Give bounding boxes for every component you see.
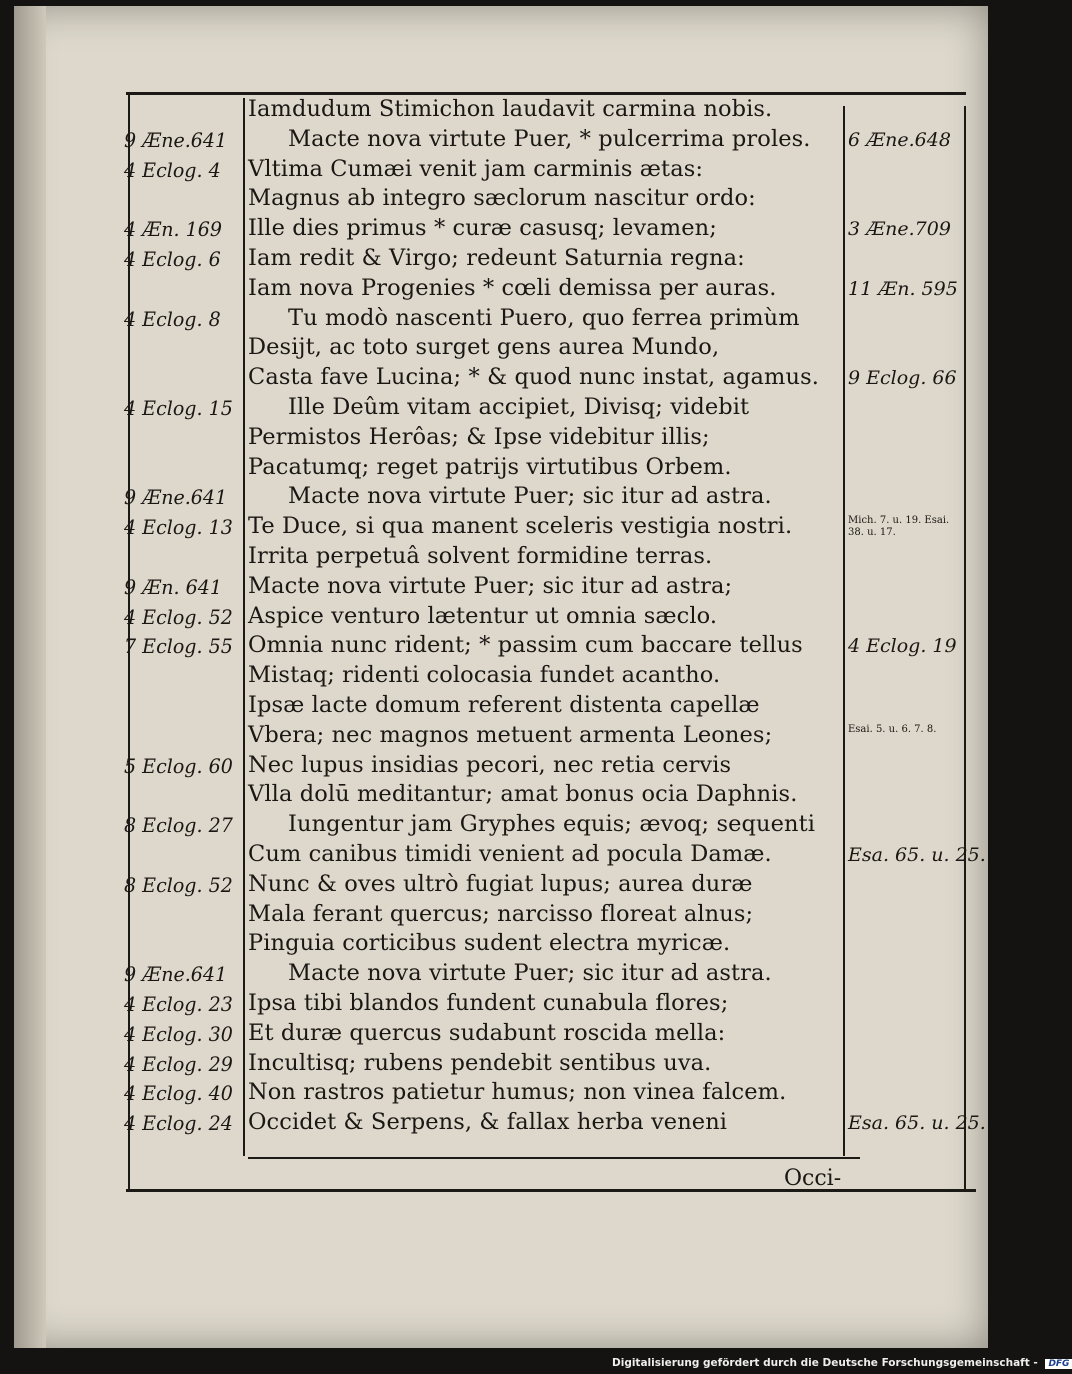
verse-line: Ipsæ lacte domum referent distenta capellæ <box>248 692 760 718</box>
verse-line: Vlla dolū meditantur; amat bonus ocia Daphnis. <box>248 781 798 808</box>
right-column-rule <box>843 106 845 1156</box>
verse-line: Macte nova virtute Puer; sic itur ad astra. <box>288 483 772 510</box>
left-citation: 9 Æne.641 <box>124 485 228 510</box>
left-citation: 4 Eclog. 6 <box>124 247 221 271</box>
left-citation: 4 Eclog. 30 <box>124 1021 233 1046</box>
verse-line: Cum canibus timidi venient ad pocula Damæ. <box>248 841 772 867</box>
verse-line: Iam nova Progenies * cœli demissa per auras. <box>248 274 777 301</box>
right-citation: Esai. 5. u. 6. 7. 8. <box>848 723 937 735</box>
verse-line: Ille dies primus * curæ casusq; levamen; <box>248 215 717 242</box>
left-citation: 4 Eclog. 4 <box>124 157 221 182</box>
right-citation: Esa. 65. u. 25. <box>848 1112 986 1135</box>
page-spine-shadow <box>14 6 46 1348</box>
bottom-rule <box>126 1189 976 1192</box>
verse-line: Irrita perpetuâ solvent formidine terras. <box>248 543 713 569</box>
verse-line: Incultisq; rubens pendebit sentibus uva. <box>248 1049 712 1076</box>
left-citation: 4 Eclog. 24 <box>124 1111 233 1136</box>
left-citation: 4 Eclog. 29 <box>124 1051 233 1076</box>
right-citation: Mich. 7. u. 19. Esai. 38. u. 17. <box>848 515 950 539</box>
verse-line: Desijt, ac toto surget gens aurea Mundo, <box>248 334 720 361</box>
right-citation: 11 Æn. 595 <box>848 277 958 300</box>
dfg-logo: DFG <box>1045 1359 1072 1369</box>
left-citation: 4 Eclog. 23 <box>124 992 233 1016</box>
verse-line: Macte nova virtute Puer, * pulcerrima proles. <box>288 125 811 152</box>
right-citation: 9 Eclog. 66 <box>848 367 957 390</box>
verse-line: Magnus ab integro sæclorum nascitur ordo: <box>248 185 756 212</box>
verse-line: Mala ferant quercus; narcisso floreat alnus; <box>248 900 754 927</box>
verse-line: Iamdudum Stimichon laudavit carmina nobis. <box>248 96 773 122</box>
catchword: Occi- <box>784 1166 842 1191</box>
footer-text: Digitalisierung gefördert durch die Deutsche Forschungsgemeinschaft - <box>612 1357 1038 1369</box>
top-rule <box>126 92 966 95</box>
verse-line: Iungentur jam Gryphes equis; ævoq; sequenti <box>288 811 816 838</box>
verse-line: Aspice venturo lætentur ut omnia sæclo. <box>248 602 718 629</box>
verse-line: Tu modò nascenti Puero, quo ferrea primùm <box>288 304 800 331</box>
verse-line: Nunc & oves ultrò fugiat lupus; aurea duræ <box>248 870 753 897</box>
right-citation: 3 Æne.709 <box>848 218 951 241</box>
verse-line: Omnia nunc rident; * passim cum baccare tellus <box>248 632 803 659</box>
left-citation: 4 Eclog. 15 <box>124 396 233 420</box>
verse-line: Pacatumq; reget patrijs virtutibus Orbem. <box>248 453 732 480</box>
verse-line: Et duræ quercus sudabunt roscida mella: <box>248 1019 726 1046</box>
book-page <box>14 6 988 1348</box>
verse-line: Casta fave Lucina; * & quod nunc instat, agamus. <box>248 364 819 391</box>
left-citation: 4 Eclog. 40 <box>124 1081 233 1106</box>
left-citation: 9 Æne.641 <box>124 127 228 152</box>
verse-line: Macte nova virtute Puer; sic itur ad astra; <box>248 572 733 599</box>
right-citation: 4 Eclog. 19 <box>848 635 957 658</box>
left-citation: 9 Æne.641 <box>124 962 228 987</box>
left-citation: 8 Eclog. 52 <box>124 872 233 897</box>
verse-line: Mistaq; ridenti colocasia fundet acantho. <box>248 662 721 689</box>
verse-line: Vbera; nec magnos metuent armenta Leones; <box>248 721 773 748</box>
verse-line: Macte nova virtute Puer; sic itur ad astra. <box>288 960 772 987</box>
left-citation: 8 Eclog. 27 <box>124 813 233 838</box>
verse-line: Pinguia corticibus sudent electra myricæ. <box>248 930 731 957</box>
left-citation: 4 Eclog. 13 <box>124 515 233 540</box>
left-citation: 9 Æn. 641 <box>124 574 222 599</box>
left-citation: 4 Æn. 169 <box>124 217 222 242</box>
right-citation: 6 Æne.648 <box>848 128 951 151</box>
text-bottom-rule <box>248 1157 860 1159</box>
verse-line: Ipsa tibi blandos fundent cunabula flores; <box>248 990 729 1016</box>
verse-line: Te Duce, si qua manent sceleris vestigia nostri. <box>248 513 793 540</box>
verse-line: Nec lupus insidias pecori, nec retia cervis <box>248 751 732 778</box>
verse-line: Ille Deûm vitam accipiet, Divisq; videbit <box>288 394 750 420</box>
verse-line: Iam redit & Virgo; redeunt Saturnia regna: <box>248 245 745 271</box>
verse-line: Non rastros patietur humus; non vinea falcem. <box>248 1079 787 1106</box>
left-citation: 7 Eclog. 55 <box>124 634 233 659</box>
right-citation: Esa. 65. u. 25. <box>848 844 986 866</box>
verse-column-rule <box>243 98 245 1156</box>
verse-line: Vltima Cumæi venit jam carminis ætas: <box>248 155 704 182</box>
verse-line: Occidet & Serpens, & fallax herba veneni <box>248 1109 728 1136</box>
left-citation: 4 Eclog. 52 <box>124 604 233 629</box>
verse-line: Permistos Herôas; & Ipse videbitur illis; <box>248 423 710 450</box>
left-citation: 5 Eclog. 60 <box>124 753 233 778</box>
left-citation: 4 Eclog. 8 <box>124 306 221 331</box>
digitization-footer <box>612 1357 1072 1369</box>
